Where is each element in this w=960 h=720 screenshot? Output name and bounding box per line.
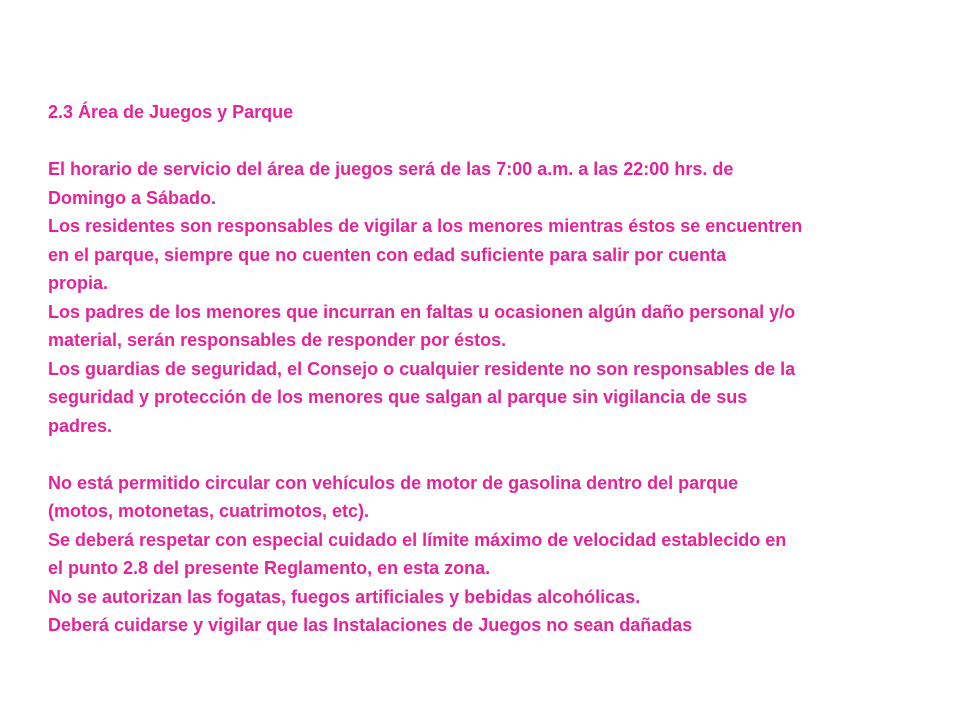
slide-content [48,98,910,640]
text-line: Los padres de los menores que incurran en faltas u ocasionen algún daño personal y/o [48,301,796,322]
rule-paragraph-parents [48,298,910,355]
text-line: No está permitido circular con vehículos de motor de gasolina dentro del parque [48,472,739,493]
rule-paragraph-speed [48,526,910,583]
blank-line [48,127,910,156]
text-line: el punto 2.8 del presente Reglamento, en esta zona. [48,558,491,578]
rule-paragraph-fires [48,583,910,612]
text-line: Se deberá respetar con especial cuidado el límite máximo de velocidad establecido en [48,529,787,550]
blank-line [48,440,910,469]
text-line: El horario de servicio del área de juegos será de las 7:00 a.m. a las 22:00 hrs. de [48,159,734,179]
rule-paragraph-vehicles [48,469,910,526]
rule-paragraph-guards [48,355,910,441]
rule-paragraph-schedule [48,155,910,212]
text-line: No se autorizan las fogatas, fuegos artificiales y bebidas alcohólicas. [48,586,641,607]
text-line: padres. [48,415,113,436]
text-line: Deberá cuidarse y vigilar que las Instalaciones de Juegos no sean dañadas [48,615,693,635]
text-line: seguridad y protección de los menores que salgan al parque sin vigilancia de sus [48,387,748,407]
section-title: 2.3 Área de Juegos y Parque [48,102,294,122]
rule-paragraph-residents [48,212,910,298]
text-line: propia. [48,273,109,293]
rule-paragraph-installations [48,611,910,640]
text-line: Domingo a Sábado. [48,187,217,208]
text-line: material, serán responsables de responder por éstos. [48,330,507,350]
text-line: Los guardias de seguridad, el Consejo o cualquier residente no son responsables de la [48,358,796,379]
text-line: en el parque, siempre que no cuenten con edad suficiente para salir por cuenta [48,244,727,265]
text-line: Los residentes son responsables de vigilar a los menores mientras éstos se encuentren [48,216,803,236]
text-line: (motos, motonetas, cuatrimotos, etc). [48,501,370,521]
